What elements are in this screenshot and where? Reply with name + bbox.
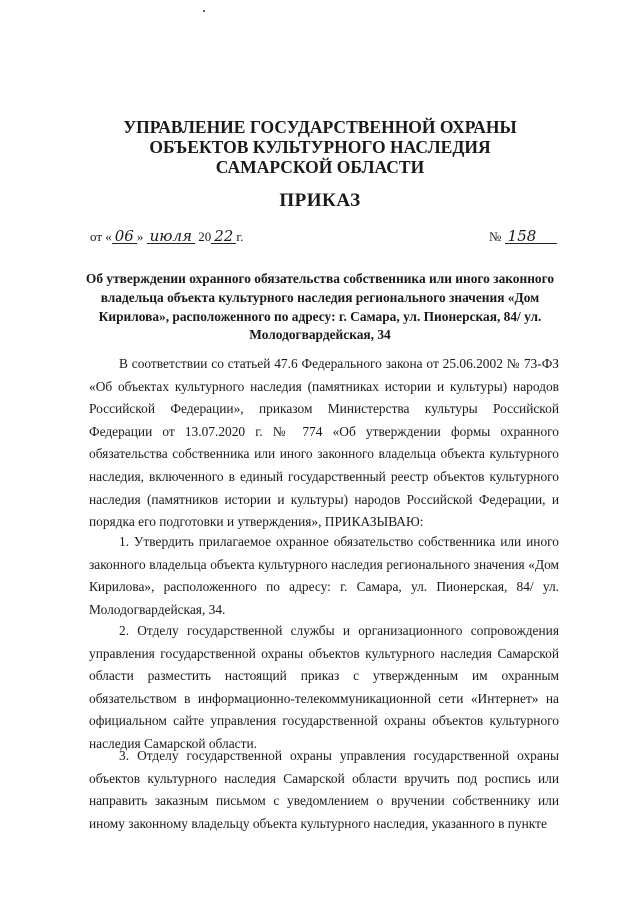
clause-3 xyxy=(89,745,559,835)
number-prefix: № xyxy=(489,229,505,244)
agency-name-line-3: САМАРСКОЙ ОБЛАСТИ xyxy=(215,157,425,177)
order-date xyxy=(90,229,243,245)
number-value-handwritten: 158 xyxy=(505,229,557,244)
date-year-handwritten: 22 xyxy=(211,229,236,244)
clause-2-text: 2. Отделу государственной службы и организационного сопровождения управления государственной охраны объектов культурного наследия Самарской области разместить настоящий приказ с утвержденным им охранным обязательством в информационно-телекоммуникационной сети «Интернет» на официальном сайте управления государственной охраны объектов культурного наследия Самарской области. xyxy=(89,623,559,751)
preamble-paragraph xyxy=(89,353,559,534)
clause-2 xyxy=(89,620,559,756)
agency-name-line-2: ОБЪЕКТОВ КУЛЬТУРНОГО НАСЛЕДИЯ xyxy=(149,137,491,157)
clause-1-text: 1. Утвердить прилагаемое охранное обязательство собственника или иного законного владельца объекта культурного наследия регионального значения «Дом Кирилова», расположенного по адресу: г. Самара, ул. Пионерская, 84/ ул. Молодогвардейская, 34. xyxy=(89,534,559,617)
agency-name-line-1: УПРАВЛЕНИЕ ГОСУДАРСТВЕННОЙ ОХРАНЫ xyxy=(123,117,517,137)
date-day-handwritten: 06 xyxy=(112,229,137,244)
date-year-prefix: 20 xyxy=(194,229,212,244)
clause-3-text: 3. Отделу государственной охраны управления государственной охраны объектов культурного наследия Самарской области вручить под роспись или направить заказным письмом с уведомлением о вручении собственнику или иному законному владельцу объекта культурного наследия, указанного в пункте xyxy=(89,748,559,831)
date-mid: » xyxy=(136,229,147,244)
order-subject: Об утверждении охранного обязательства собственника или иного законного владельца объекта культурного наследия регионального значения «Дом Кирилова», расположенного по адресу: г. Самара, ул. Пионерская, 84/ ул. Молодогвардейская, 34 xyxy=(85,271,555,343)
date-month-handwritten: июля xyxy=(147,229,195,244)
clause-1 xyxy=(89,531,559,621)
document-type-title: ПРИКАЗ xyxy=(279,190,361,211)
date-suffix: г. xyxy=(236,229,244,244)
order-number xyxy=(489,229,557,245)
scan-speck xyxy=(203,10,205,12)
preamble-text: В соответствии со статьей 47.6 Федерального закона от 25.06.2002 № 73-ФЗ «Об объектах культурного наследия (памятниках истории и культуры) народов Российской Федерации», приказом Министерства культуры Российской Федерации от 13.07.2020 г. № 774 «Об утверждении формы охранного обязательства собственника или иного законного владельца объекта культурного наследия, включенного в единый государственный реестр объектов культурного наследия (памятников истории и культуры) народов Российской Федерации, и порядка его подготовки и утверждения», ПРИКАЗЫВАЮ: xyxy=(89,356,559,530)
date-prefix: от « xyxy=(90,229,112,244)
